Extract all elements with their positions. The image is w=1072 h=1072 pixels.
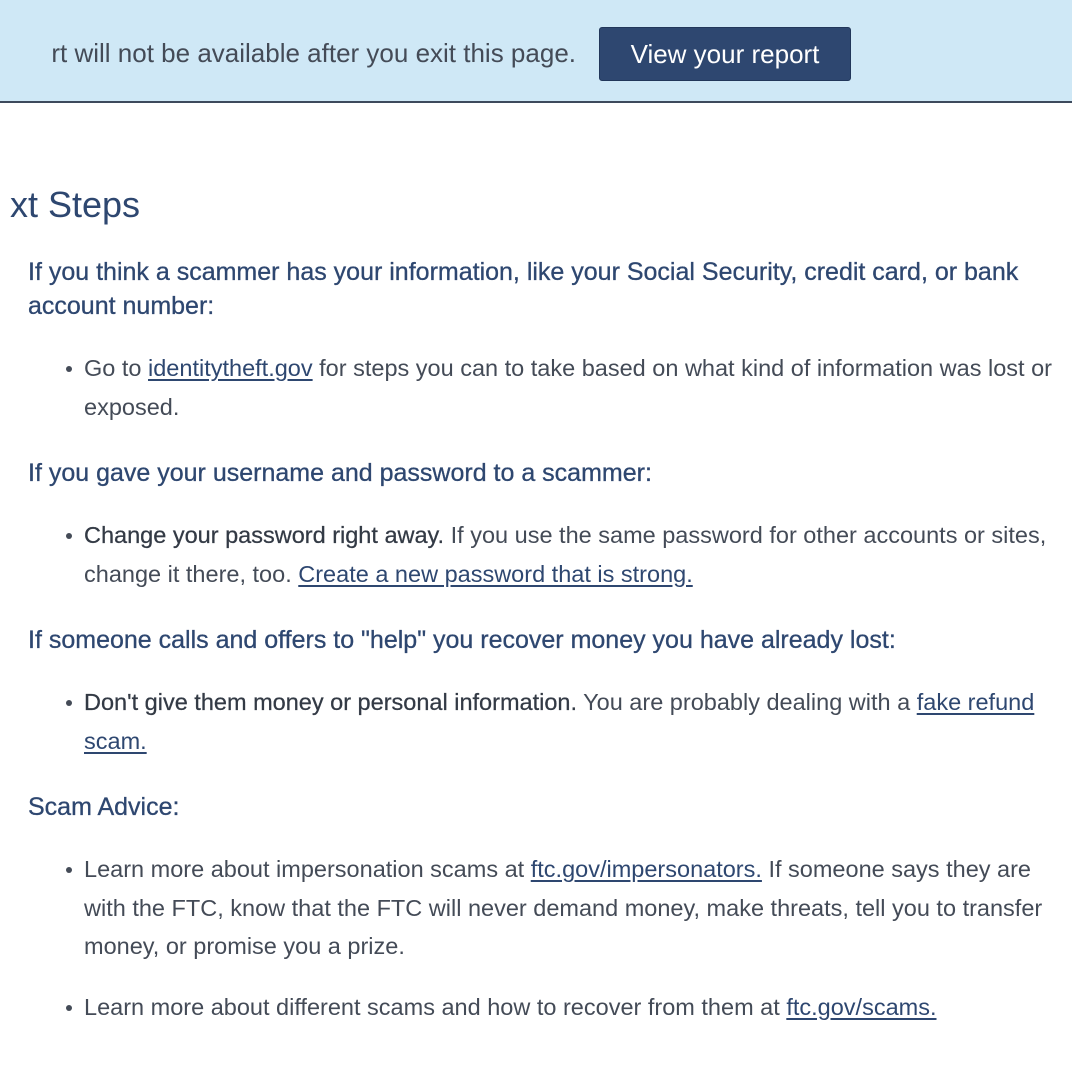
strong-password-link[interactable]: Create a new password that is strong. [298,560,693,587]
scams-link[interactable]: ftc.gov/scams. [786,993,937,1020]
item-text: If you use the same password for other accounts or sites, change it there, too. [84,522,1047,587]
report-banner [0,0,1072,103]
section-title: xt Steps [9,184,140,225]
heading-gave-password: If you gave your username and password to a scammer: [28,459,652,487]
list-item [84,349,1068,426]
list-refund-help [28,683,1068,760]
fake-refund-scam-link[interactable]: fake refund scam. [84,689,1035,754]
view-report-button[interactable]: View your report [599,27,851,81]
heading-refund-help: If someone calls and offers to "help" you recover money you have already lost: [28,626,896,654]
item-text: for steps you can to take based on what kind of information was lost or exposed. [84,355,1052,420]
item-strong-text: Don't give them money or personal information. [84,689,578,715]
item-text: Learn more about different scams and how to recover from them at [84,993,787,1020]
impersonators-link[interactable]: ftc.gov/impersonators. [530,856,762,882]
banner-message: rt will not be available after you exit this page. [51,38,576,68]
list-scammer-has-info [28,349,1068,426]
list-item [84,516,1068,593]
list-item [84,850,1068,966]
next-steps-content [28,255,1068,1026]
identitytheft-link[interactable]: identitytheft.gov [148,355,313,381]
item-text: Go to [84,355,149,381]
list-item [84,988,1068,1027]
item-text: Learn more about impersonation scams at [84,856,531,882]
list-scam-advice [28,850,1068,1026]
heading-scam-advice: Scam Advice: [28,793,180,821]
heading-scammer-has-info: If you think a scammer has your information, like your Social Security, credit card, or bank account number: [28,258,1019,320]
item-strong-text: Change your password right away. [84,522,445,548]
item-text: You are probably dealing with a [577,689,917,715]
list-gave-password [28,516,1068,593]
item-text: If someone says they are with the FTC, know that the FTC will never demand money, make threats, tell you to transfer money, or promise you a prize. [84,856,1043,959]
list-item [84,683,1068,760]
